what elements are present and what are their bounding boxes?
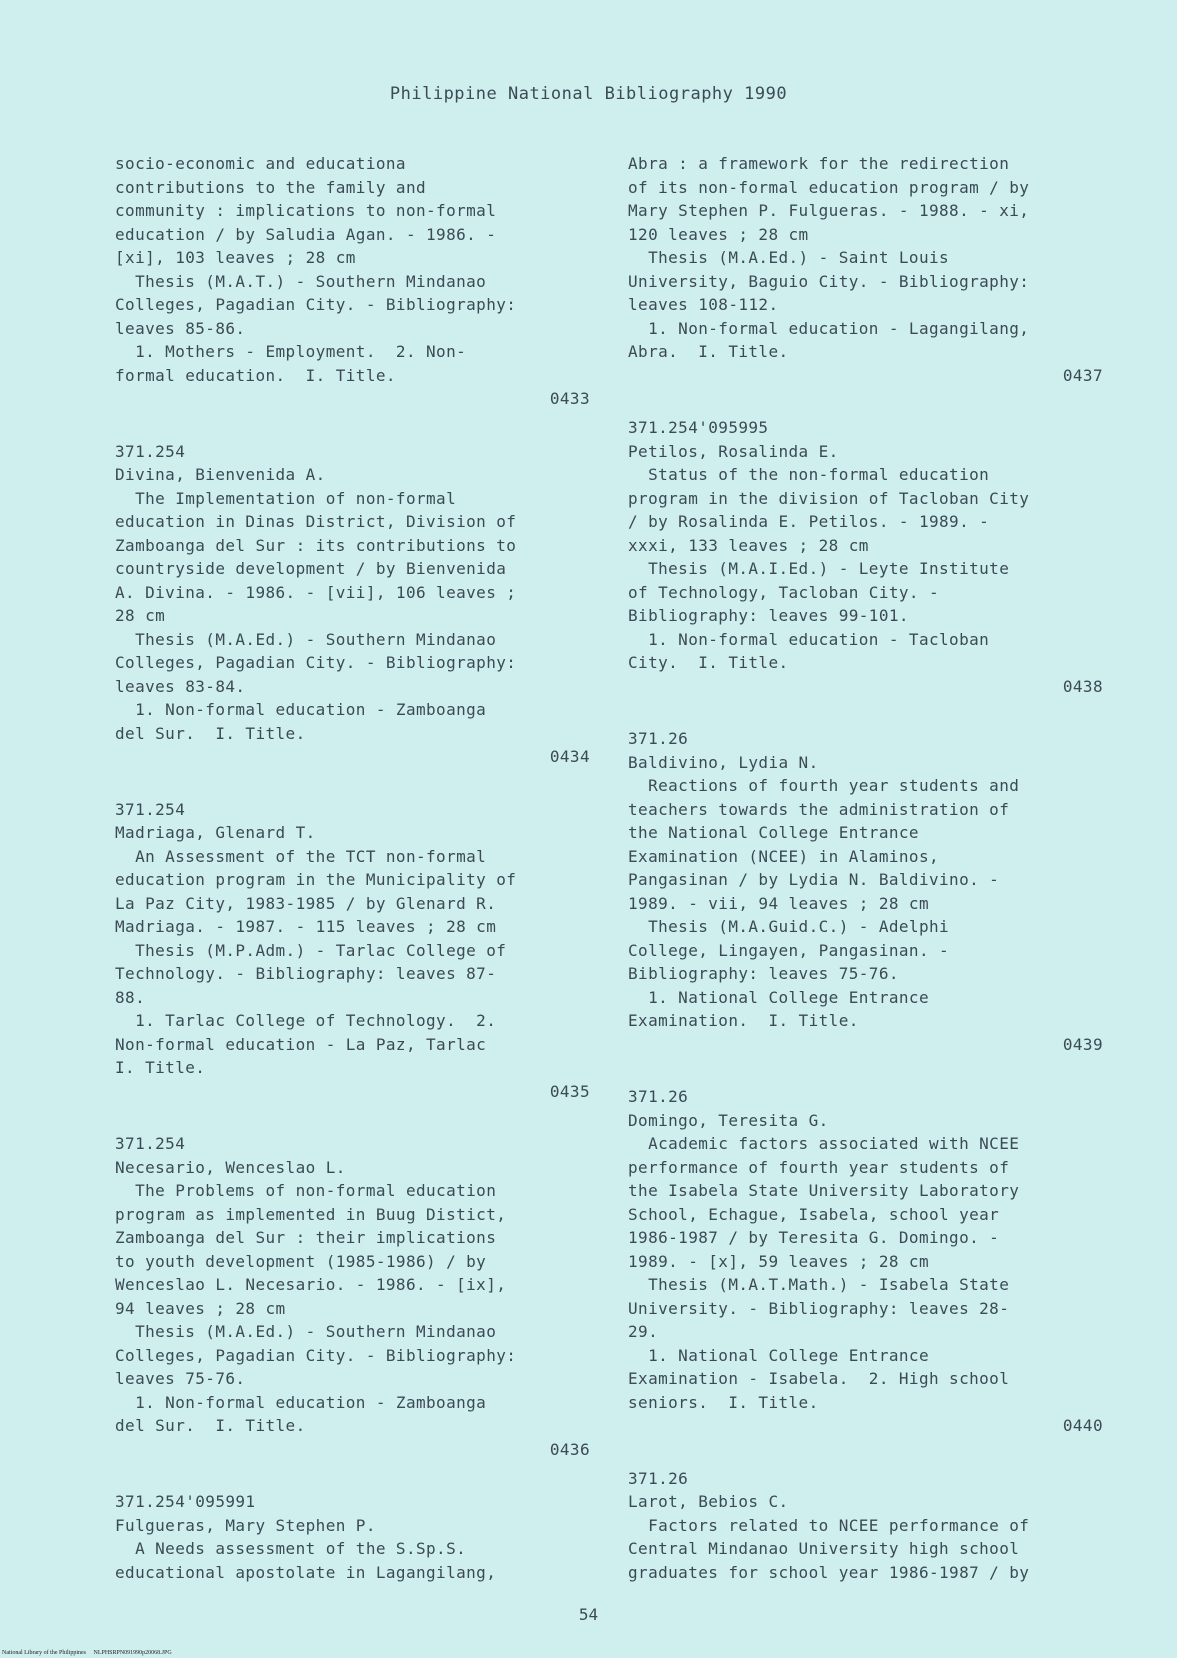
entry-line: 1. Non-formal education - Zamboanga xyxy=(115,1392,487,1412)
entry-line: Pangasinan / by Lydia N. Baldivino. - xyxy=(628,870,1000,889)
entry-line: education / by Saludia Agan. - 1986. - xyxy=(115,224,497,244)
entry-line: Mary Stephen P. Fulgueras. - 1988. - xi, xyxy=(628,201,1030,220)
entry-line: A. Divina. - 1986. - [vii], 106 leaves ; xyxy=(115,582,517,602)
entry-line: del Sur. I. Title. xyxy=(115,723,306,743)
entry-number: 0434 xyxy=(549,747,590,766)
bibliography-entry xyxy=(115,440,590,769)
entry-line: leaves 75-76. xyxy=(115,1369,246,1388)
entry-line: 371.254 xyxy=(115,441,186,461)
entry-line: 1. National College Entrance xyxy=(628,1345,929,1365)
entry-line: University, Baguio City. - Bibliography: xyxy=(628,271,1030,291)
bibliography-entry xyxy=(628,1467,1103,1585)
bibliography-entry xyxy=(628,727,1103,1056)
entry-line: education in Dinas District, Division of xyxy=(115,512,517,531)
entry-line: Necesario, Wenceslao L. xyxy=(115,1157,346,1177)
entry-line: Fulgueras, Mary Stephen P. xyxy=(115,1515,376,1535)
entry-line: Abra. I. Title. xyxy=(628,342,789,361)
entry-line: 1. Non-formal education - Lagangilang, xyxy=(628,318,1030,338)
entry-line: the National College Entrance xyxy=(628,823,919,842)
entry-line: Larot, Bebios C. xyxy=(628,1492,789,1511)
entry-line: Divina, Bienvenida A. xyxy=(115,465,326,484)
bibliography-entry xyxy=(628,1085,1103,1438)
entry-line: Non-formal education - La Paz, Tarlac xyxy=(115,1034,487,1054)
entry-line: Thesis (M.A.T.Math.) - Isabela State xyxy=(628,1275,1010,1294)
entry-line: Baldivino, Lydia N. xyxy=(628,752,819,772)
entry-line: Central Mindanao University high school xyxy=(628,1539,1020,1558)
entry-line: Colleges, Pagadian City. - Bibliography: xyxy=(115,295,517,314)
entry-line: Zamboanga del Sur : its contributions to xyxy=(115,535,517,555)
entry-line: 371.26 xyxy=(628,729,689,748)
entry-line: 1. Tarlac College of Technology. 2. xyxy=(115,1011,497,1030)
entry-line: 120 leaves ; 28 cm xyxy=(628,224,809,244)
entry-line: del Sur. I. Title. xyxy=(115,1416,306,1435)
entry-line: Thesis (M.A.Guid.C.) - Adelphi xyxy=(628,917,950,936)
entry-line: Thesis (M.A.I.Ed.) - Leyte Institute xyxy=(628,559,1010,578)
entry-line: xxxi, 133 leaves ; 28 cm xyxy=(628,535,869,555)
right-column xyxy=(628,152,1103,1613)
entry-line: 1989. - vii, 94 leaves ; 28 cm xyxy=(628,893,929,913)
bibliography-entry xyxy=(115,798,590,1104)
entry-number: 0440 xyxy=(1062,1416,1103,1435)
entry-line: 88. xyxy=(115,987,146,1007)
entry-line: 371.26 xyxy=(628,1087,689,1106)
entry-line: 371.254'095995 xyxy=(628,418,769,437)
entry-line: Thesis (M.A.T.) - Southern Mindanao xyxy=(115,271,487,291)
entry-line: seniors. I. Title. xyxy=(628,1392,819,1412)
entry-line: Thesis (M.A.Ed.) - Southern Mindanao xyxy=(115,1322,497,1341)
scan-footer: National Library of the Philippines NLPHSRPN091990p20068.JPG xyxy=(2,1650,172,1656)
entry-line: Examination - Isabela. 2. High school xyxy=(628,1369,1010,1388)
entry-line: / by Rosalinda E. Petilos. - 1989. - xyxy=(628,512,990,531)
entry-line: 1986-1987 / by Teresita G. Domingo. - xyxy=(628,1228,1000,1247)
entry-line: performance of fourth year students of xyxy=(628,1157,1010,1177)
entry-line: 1. Mothers - Employment. 2. Non- xyxy=(115,342,467,361)
entry-line: of its non-formal education program / by xyxy=(628,177,1030,197)
entry-line: 1. Non-formal education - Zamboanga xyxy=(115,700,487,719)
entry-line: of Technology, Tacloban City. - xyxy=(628,582,940,602)
entry-line: Colleges, Pagadian City. - Bibliography: xyxy=(115,653,517,672)
entry-line: graduates for school year 1986-1987 / by xyxy=(628,1562,1030,1582)
entry-line: Academic factors associated with NCEE xyxy=(628,1134,1020,1153)
entry-line: leaves 85-86. xyxy=(115,318,246,338)
entry-line: Examination (NCEE) in Alaminos, xyxy=(628,846,940,866)
entry-line: 371.254'095991 xyxy=(115,1492,256,1511)
entry-line: socio-economic and educationa xyxy=(115,154,406,173)
entry-line: 1. National College Entrance xyxy=(628,987,929,1007)
left-column xyxy=(115,152,590,1613)
entry-line: [xi], 103 leaves ; 28 cm xyxy=(115,248,356,267)
entry-line: Thesis (M.A.Ed.) - Southern Mindanao xyxy=(115,629,497,649)
entry-line: leaves 108-112. xyxy=(628,295,779,314)
entry-line: program as implemented in Buug Distict, xyxy=(115,1204,507,1224)
entry-line: community : implications to non-formal xyxy=(115,201,497,220)
entry-line: 371.254 xyxy=(115,1134,186,1153)
entry-line: 371.254 xyxy=(115,799,186,819)
entry-number: 0438 xyxy=(1062,676,1103,696)
bibliography-entry xyxy=(115,1132,590,1461)
entry-line: Domingo, Teresita G. xyxy=(628,1110,829,1130)
entry-line: contributions to the family and xyxy=(115,177,427,197)
entry-line: 371.26 xyxy=(628,1468,689,1488)
entry-line: Colleges, Pagadian City. - Bibliography: xyxy=(115,1345,517,1365)
entry-line: countryside development / by Bienvenida xyxy=(115,559,507,578)
entry-line: Technology. - Bibliography: leaves 87- xyxy=(115,964,497,983)
entry-line: Madriaga. - 1987. - 115 leaves ; 28 cm xyxy=(115,917,497,936)
page-number: 54 xyxy=(578,1605,599,1624)
entry-line: 1. Non-formal education - Tacloban xyxy=(628,629,990,649)
page-header: Philippine National Bibliography 1990 xyxy=(389,84,788,104)
bibliography-entry xyxy=(115,1490,590,1584)
entry-line: 28 cm xyxy=(115,606,166,625)
entry-line: A Needs assessment of the S.Sp.S. xyxy=(115,1539,467,1558)
entry-line: School, Echague, Isabela, school year xyxy=(628,1204,1000,1224)
entry-line: The Implementation of non-formal xyxy=(115,488,457,508)
entry-line: Reactions of fourth year students and xyxy=(628,776,1020,795)
bibliography-entry xyxy=(115,152,590,411)
entry-number: 0436 xyxy=(549,1439,590,1459)
entry-line: the Isabela State University Laboratory xyxy=(628,1181,1020,1200)
entry-line: La Paz City, 1983-1985 / by Glenard R. xyxy=(115,893,497,913)
entry-line: Factors related to NCEE performance of xyxy=(628,1515,1030,1535)
entry-line: leaves 83-84. xyxy=(115,676,246,696)
entry-line: 94 leaves ; 28 cm xyxy=(115,1298,286,1318)
entry-line: Examination. I. Title. xyxy=(628,1011,859,1030)
entry-line: An Assessment of the TCT non-formal xyxy=(115,846,487,866)
entry-line: to youth development (1985-1986) / by xyxy=(115,1251,487,1271)
entry-number: 0439 xyxy=(1062,1034,1103,1054)
entry-number: 0437 xyxy=(1062,365,1103,385)
entry-line: Abra : a framework for the redirection xyxy=(628,154,1010,173)
bibliography-entry xyxy=(628,416,1103,698)
entry-line: Madriaga, Glenard T. xyxy=(115,823,316,842)
entry-line: program in the division of Tacloban City xyxy=(628,488,1030,508)
entry-line: teachers towards the administration of xyxy=(628,799,1010,819)
entry-line: The Problems of non-formal education xyxy=(115,1181,497,1200)
entry-line: Zamboanga del Sur : their implications xyxy=(115,1228,497,1247)
entry-line: Bibliography: leaves 75-76. xyxy=(628,964,899,983)
entry-line: I. Title. xyxy=(115,1058,206,1077)
entry-line: Bibliography: leaves 99-101. xyxy=(628,606,909,625)
entry-line: Thesis (M.A.Ed.) - Saint Louis xyxy=(628,248,950,267)
entry-line: College, Lingayen, Pangasinan. - xyxy=(628,940,950,960)
entry-number: 0435 xyxy=(549,1081,590,1101)
entry-line: City. I. Title. xyxy=(628,653,789,672)
entry-line: University. - Bibliography: leaves 28- xyxy=(628,1298,1010,1318)
entry-line: formal education. I. Title. xyxy=(115,365,396,385)
entry-number: 0433 xyxy=(549,389,590,408)
entry-line: Thesis (M.P.Adm.) - Tarlac College of xyxy=(115,940,507,960)
entry-line: 1989. - [x], 59 leaves ; 28 cm xyxy=(628,1251,929,1271)
entry-line: education program in the Municipality of xyxy=(115,870,517,889)
entry-line: educational apostolate in Lagangilang, xyxy=(115,1562,497,1582)
entry-line: 29. xyxy=(628,1322,659,1341)
bibliography-entry xyxy=(628,152,1103,387)
entry-line: Status of the non-formal education xyxy=(628,465,990,484)
entry-line: Petilos, Rosalinda E. xyxy=(628,441,839,461)
entry-line: Wenceslao L. Necesario. - 1986. - [ix], xyxy=(115,1275,507,1294)
